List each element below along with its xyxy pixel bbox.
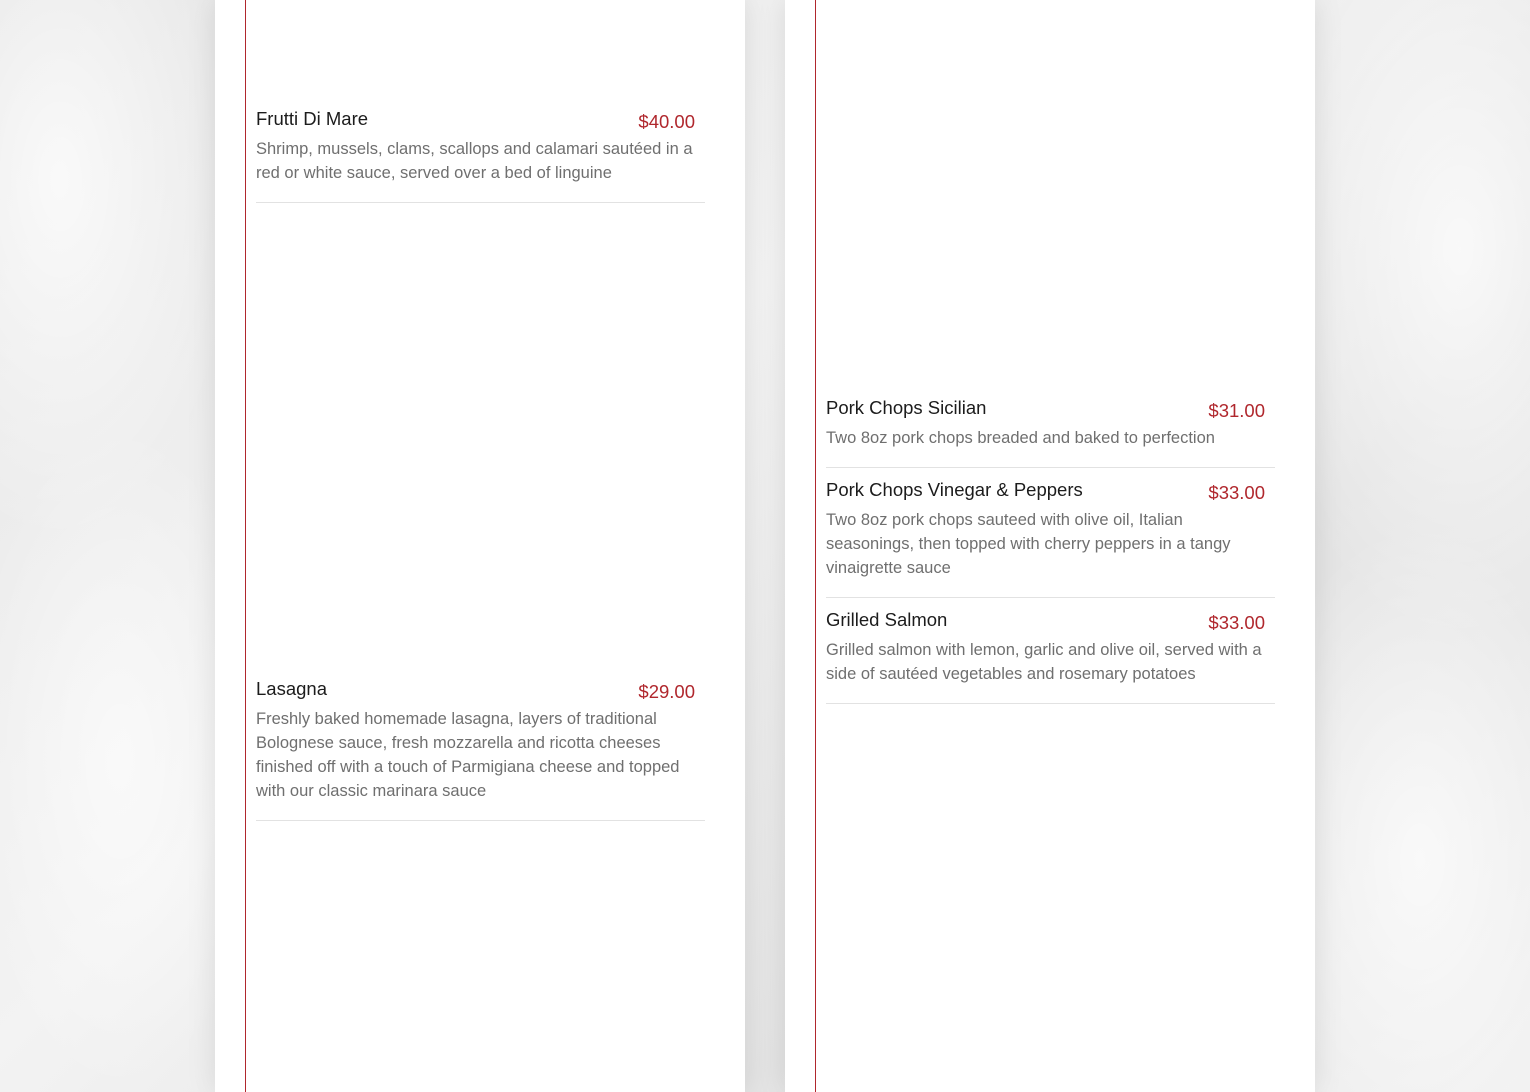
menu-item-description: Two 8oz pork chops sauteed with olive oil, Italian seasonings, then topped with cherry peppers in a tangy vinaigrette sauce	[826, 511, 1231, 577]
accent-rule	[815, 0, 816, 1092]
menu-item-pork-chops-vinegar-peppers	[826, 479, 1275, 598]
menu-item-name: Pork Chops Vinegar & Peppers	[826, 479, 1083, 500]
menu-item-name: Grilled Salmon	[826, 609, 948, 630]
menu-item-header	[256, 678, 705, 707]
accent-rule	[245, 0, 246, 1092]
menu-item-description: Two 8oz pork chops breaded and baked to perfection	[826, 429, 1215, 447]
menu-item-price: $40.00	[638, 111, 695, 132]
menu-item-header	[826, 609, 1275, 638]
menu-item-name: Lasagna	[256, 678, 327, 699]
menu-item-header	[826, 479, 1275, 508]
menu-item-price: $33.00	[1208, 612, 1265, 633]
menu-item-price: $31.00	[1208, 400, 1265, 421]
menu-panel-right	[785, 0, 1315, 1092]
menu-item-header	[826, 397, 1275, 426]
menu-item-price: $33.00	[1208, 482, 1265, 503]
menu-item-grilled-salmon	[826, 609, 1275, 704]
menu-item-header	[256, 108, 705, 137]
menu-item-name: Frutti Di Mare	[256, 108, 369, 129]
menu-item-description: Grilled salmon with lemon, garlic and olive oil, served with a side of sautéed vegetables and rosemary potatoes	[826, 641, 1262, 683]
menu-item-pork-chops-sicilian	[826, 397, 1275, 468]
menu-panel-left	[215, 0, 745, 1092]
menu-item-description: Shrimp, mussels, clams, scallops and calamari sautéed in a red or white sauce, served over a bed of linguine	[256, 140, 693, 182]
menu-item-frutti-di-mare	[256, 108, 705, 203]
menu-item-description: Freshly baked homemade lasagna, layers of traditional Bolognese sauce, fresh mozzarella and ricotta cheeses finished off with a touch of Parmigiana cheese and topped with our classic marinara sauce	[256, 710, 680, 800]
menu-item-price: $29.00	[638, 681, 695, 702]
menu-item-lasagna	[256, 678, 705, 821]
menu-item-name: Pork Chops Sicilian	[826, 397, 987, 418]
